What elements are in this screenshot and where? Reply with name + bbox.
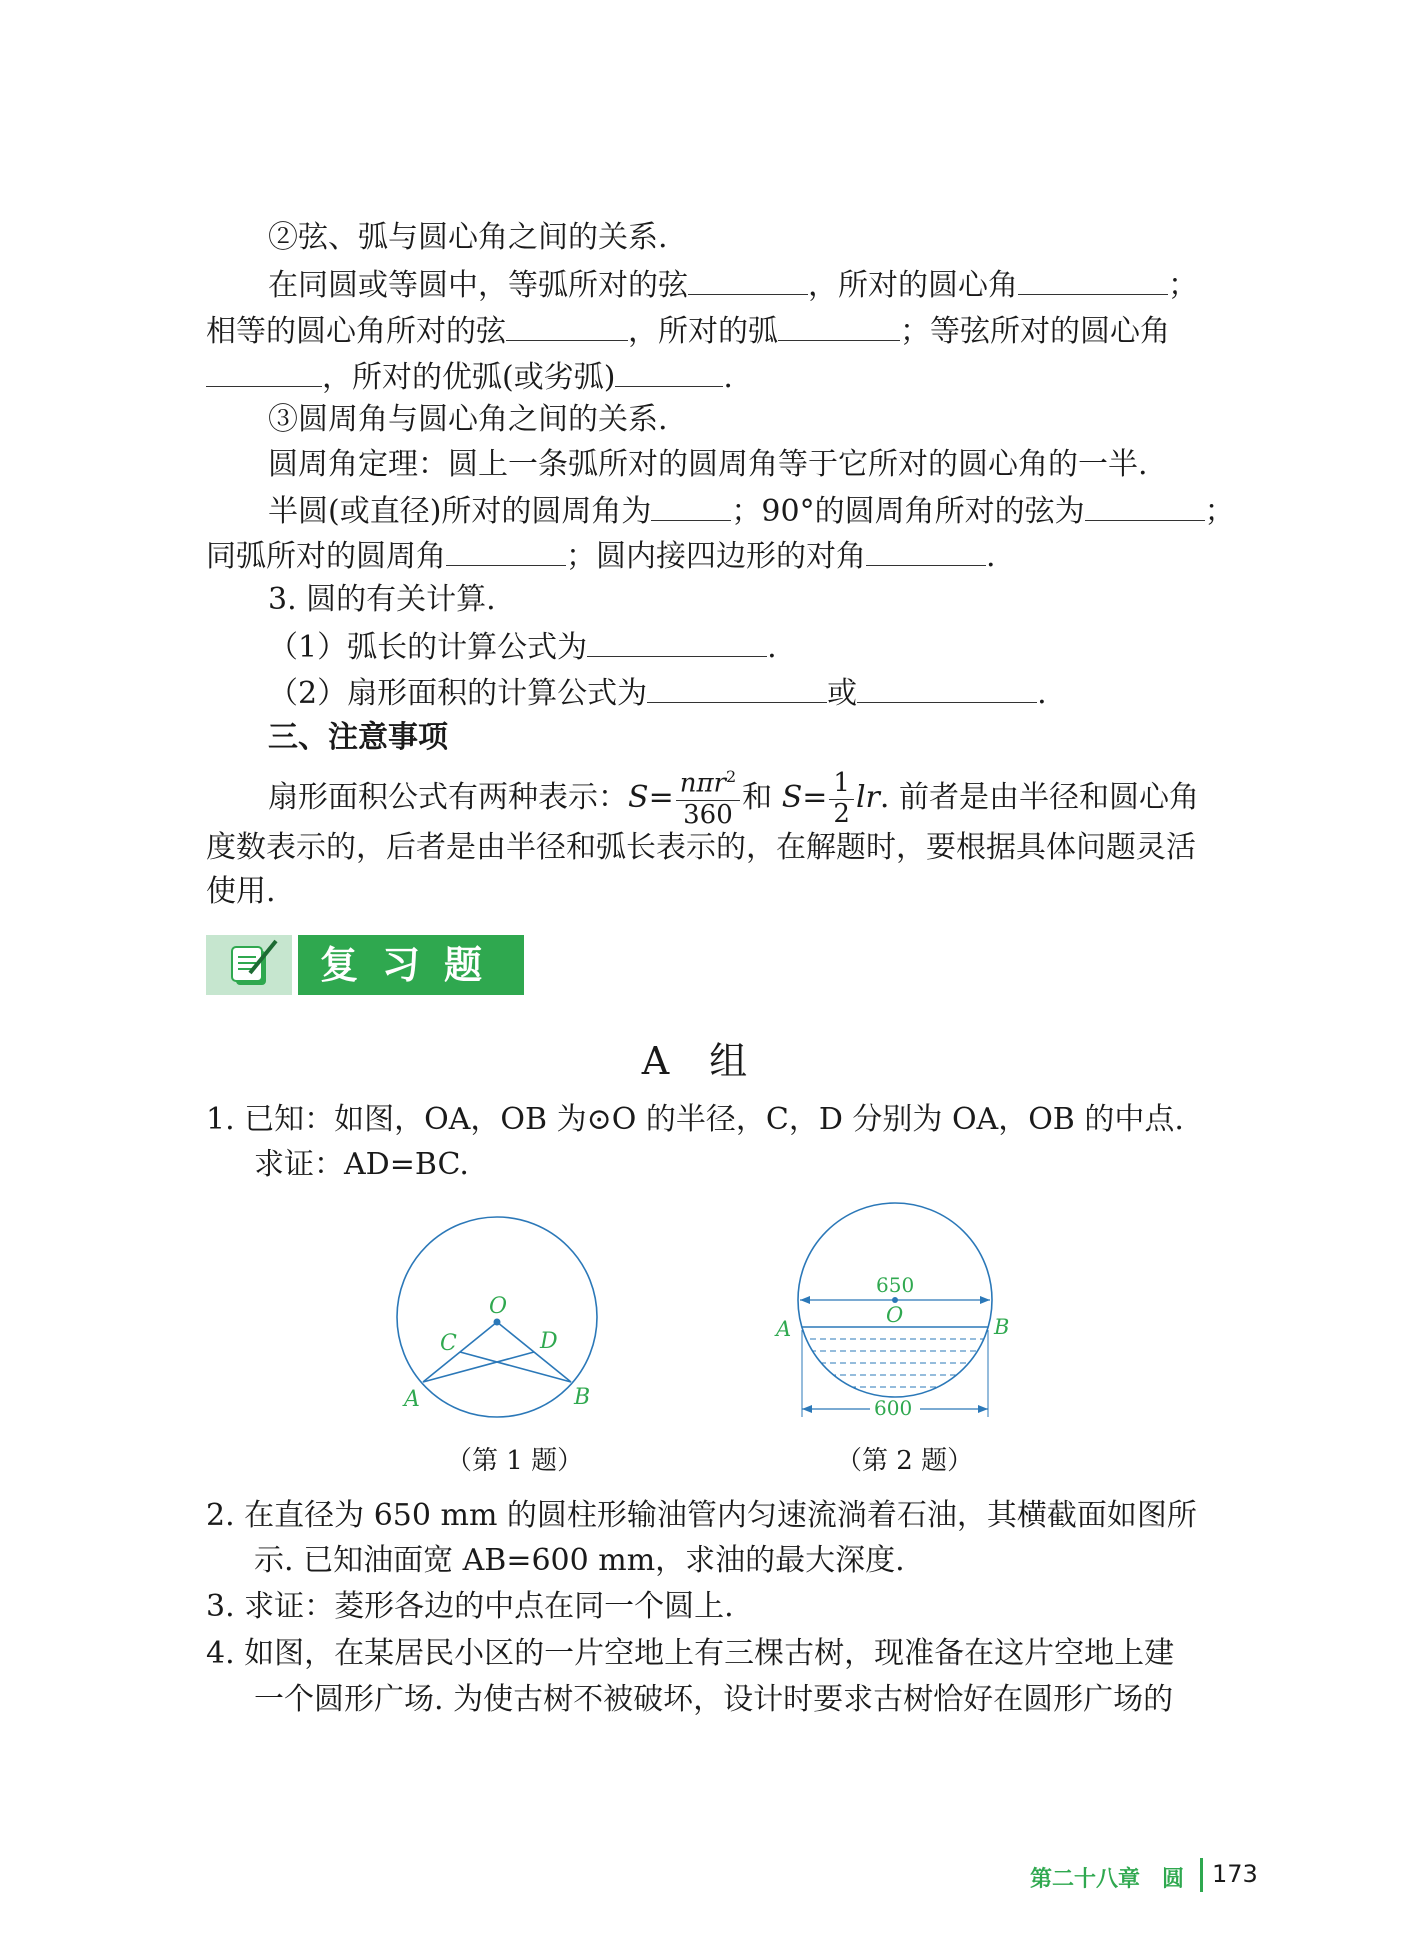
label-b: B <box>574 1385 591 1410</box>
fill-blank[interactable] <box>506 310 628 341</box>
notebook-pen-icon <box>206 935 292 995</box>
problem-2-line-1: 2. 在直径为 650 mm 的圆柱形输油管内匀速流淌着石油，其横截面如图所 <box>206 1498 1197 1533</box>
label-d: D <box>540 1329 558 1354</box>
fill-blank[interactable] <box>1085 490 1205 521</box>
fill-blank[interactable] <box>866 535 986 566</box>
review-banner-title: 复习题 <box>298 935 524 995</box>
problem-3: 3. 求证：菱形各边的中点在同一个圆上. <box>206 1589 734 1624</box>
text-line: 使用. <box>206 874 276 909</box>
text-line: ，所对的优弧(或劣弧) . <box>206 356 733 398</box>
theorem-text: 圆周角定理：圆上一条弧所对的圆周角等于它所对的圆心角的一半. <box>268 447 1148 482</box>
figure-2-caption: （第 2 题） <box>836 1446 974 1476</box>
fill-blank[interactable] <box>206 356 322 387</box>
problem-2-line-2: 示. 已知油面宽 AB=600 mm，求油的最大深度. <box>254 1543 905 1578</box>
text-line: 度数表示的，后者是由半径和弧长表示的，在解题时，要根据具体问题灵活 <box>206 830 1196 865</box>
diameter-label: 650 <box>876 1273 915 1297</box>
width-label: 600 <box>874 1396 913 1420</box>
label-o: O <box>886 1303 904 1327</box>
page-number: 173 <box>1212 1860 1258 1888</box>
fraction-one-half: $\frac{1}{2}$ <box>829 769 854 830</box>
text-line: 相等的圆心角所对的弦 ，所对的弧 ；等弦所对的圆心角 <box>206 310 1170 352</box>
label-o: O <box>489 1294 508 1319</box>
figure-2-pipe <box>770 1195 1020 1435</box>
sector-formula-line: 扇形面积公式有两种表示：S= $\frac{n\pi r^2}{360}$ 和 S= $\frac{1}{2}$ lr. 前者是由半径和圆心角 <box>268 767 1199 830</box>
figure-1-circle <box>390 1210 630 1430</box>
notes-heading: 三、注意事项 <box>268 720 448 755</box>
fill-blank[interactable] <box>688 264 808 295</box>
label-a: A <box>776 1317 792 1341</box>
arrow-right-icon <box>978 1405 988 1413</box>
footer-chapter-title: 圆 <box>1162 1867 1185 1892</box>
arrow-right-icon <box>980 1296 990 1304</box>
problem-1-line-1: 1. 已知：如图，OA，OB 为⊙O 的半径，C，D 分别为 OA，OB 的中点. <box>206 1102 1184 1137</box>
fraction-npir2-360: $\frac{n\pi r^2}{360}$ <box>676 768 740 830</box>
arc-length-line: （1）弧长的计算公式为 . <box>268 626 777 668</box>
label-c: C <box>440 1331 457 1356</box>
oil-hatching <box>800 1339 990 1387</box>
text-line: 半圆(或直径)所对的圆周角为 ；90°的圆周角所对的弦为 ； <box>268 490 1235 532</box>
fill-blank[interactable] <box>778 310 900 341</box>
text-line: 在同圆或等圆中，等弧所对的弦 ，所对的圆心角 ； <box>268 264 1198 306</box>
fill-blank[interactable] <box>857 672 1037 703</box>
section-title-chord-arc: ②弦、弧与圆心角之间的关系. <box>268 220 668 255</box>
figure-1-caption: （第 1 题） <box>446 1446 584 1476</box>
fill-blank[interactable] <box>651 490 731 521</box>
section-title-inscribed-angle: ③圆周角与圆心角之间的关系. <box>268 402 668 437</box>
footer-divider <box>1200 1858 1203 1892</box>
fill-blank[interactable] <box>1018 264 1168 295</box>
arrow-left-icon <box>800 1296 810 1304</box>
footer-chapter: 第二十八章 <box>1030 1867 1141 1892</box>
sector-area-line: （2）扇形面积的计算公式为 或 . <box>268 672 1047 714</box>
arrow-left-icon <box>802 1405 812 1413</box>
problem-1-line-2: 求证：AD=BC. <box>254 1147 469 1182</box>
calc-title: 3. 圆的有关计算. <box>268 582 496 617</box>
fill-blank[interactable] <box>615 356 723 387</box>
fill-blank[interactable] <box>587 626 767 657</box>
fill-blank[interactable] <box>446 535 566 566</box>
problem-4-line-2: 一个圆形广场. 为使古树不被破坏，设计时要求古树恰好在圆形广场的 <box>254 1682 1174 1717</box>
problem-4-line-1: 4. 如图，在某居民小区的一片空地上有三棵古树，现准备在这片空地上建 <box>206 1636 1175 1671</box>
label-b: B <box>994 1315 1010 1339</box>
text-line: 同弧所对的圆周角 ；圆内接四边形的对角 . <box>206 535 996 577</box>
label-a: A <box>404 1387 420 1412</box>
group-a-title: A 组 <box>641 1039 762 1083</box>
center-point <box>494 1319 501 1326</box>
fill-blank[interactable] <box>647 672 827 703</box>
review-banner-icon-bg <box>206 935 292 995</box>
